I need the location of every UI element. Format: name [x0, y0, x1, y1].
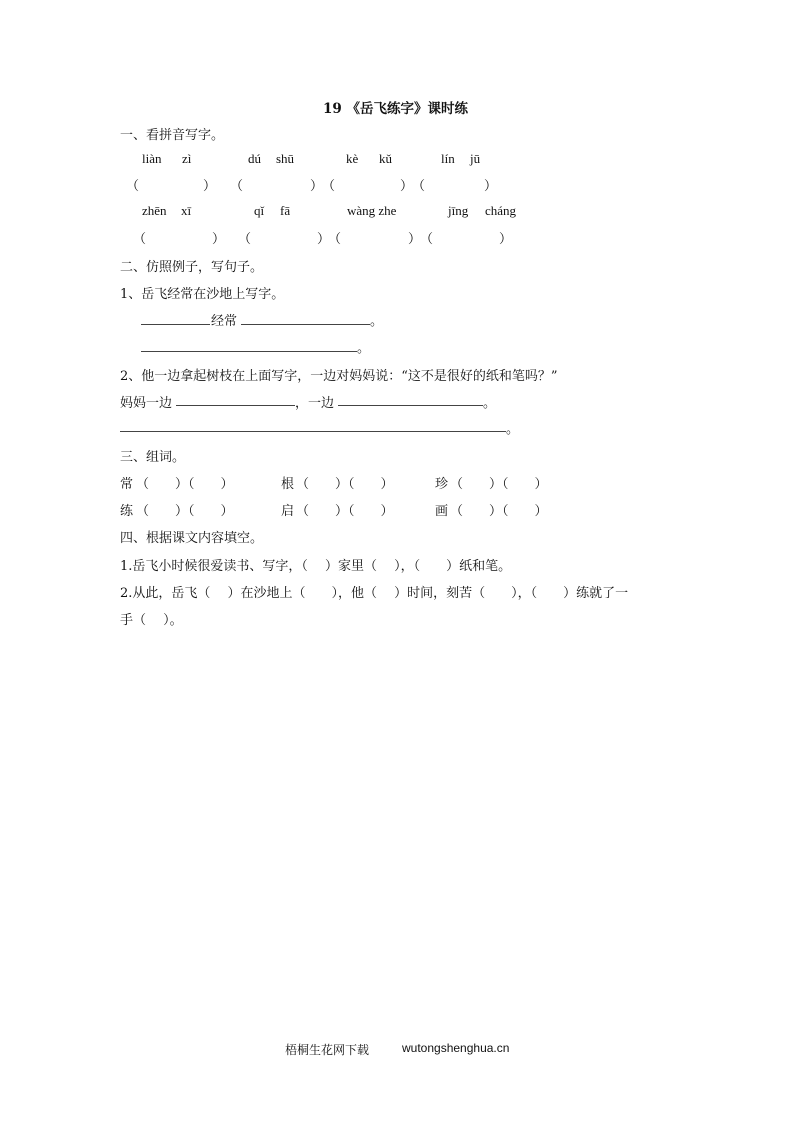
pinyin: liàn	[142, 151, 162, 166]
paren-close: ）	[499, 232, 513, 247]
word-char: 根	[281, 477, 295, 492]
answer-blank[interactable]	[241, 324, 370, 325]
pinyin: kè	[346, 151, 359, 166]
sentence-start: 妈妈一边	[120, 396, 173, 411]
word-char: 启	[281, 504, 295, 519]
word-char: 珍	[435, 477, 449, 492]
paren-open: （	[133, 232, 147, 247]
pinyin: fā	[280, 203, 291, 218]
pinyin: qǐ	[254, 203, 265, 218]
answer-blank[interactable]	[338, 405, 483, 406]
section-3-heading: 三、组词。	[120, 450, 186, 465]
period: 。	[357, 341, 371, 356]
paren-open: （	[322, 179, 336, 194]
word-char: 练	[120, 504, 134, 519]
paren-open: （	[230, 179, 244, 194]
answer-parens[interactable]: （ ）（ ）	[296, 504, 394, 519]
paren-close: ）	[203, 179, 217, 194]
pinyin: zì	[182, 151, 192, 166]
word-char: 画	[435, 504, 449, 519]
question-4-2-line-2: 手（ ）。	[120, 613, 183, 628]
page-title: 19 《岳飞练字》课时练	[323, 101, 468, 117]
paren-close: ）	[212, 232, 226, 247]
paren-open: （	[328, 232, 342, 247]
paren-open: （	[126, 179, 140, 194]
paren-close: ）	[400, 179, 414, 194]
paren-close: ）	[317, 232, 331, 247]
paren-close: ）	[484, 179, 498, 194]
pinyin: dú	[248, 151, 261, 166]
pinyin: lín	[441, 151, 455, 166]
pinyin: xī	[181, 203, 192, 218]
period: 。	[506, 422, 520, 437]
paren-open: （	[420, 232, 434, 247]
answer-parens[interactable]: （ ）（ ）	[450, 504, 548, 519]
pinyin: zhēn	[142, 203, 167, 218]
answer-blank[interactable]	[141, 351, 357, 352]
answer-parens[interactable]: （ ）（ ）	[136, 504, 234, 519]
question-2-2: 2、他一边拿起树枝在上面写字，一边对妈妈说：“这不是很好的纸和笔吗？”	[120, 369, 558, 384]
question-4-1: 1.岳飞小时候很爱读书、写字，（ ）家里（ ），（ ）纸和笔。	[120, 559, 512, 574]
paren-open: （	[412, 179, 426, 194]
question-2-1: 1、岳飞经常在沙地上写字。	[120, 287, 285, 302]
word-char: 常	[120, 477, 134, 492]
answer-blank[interactable]	[141, 324, 210, 325]
question-4-2-line-1: 2.从此，岳飞（ ）在沙地上（ ），他（ ）时间，刻苦（ ），（ ）练就了一	[120, 586, 629, 601]
period: 。	[483, 396, 497, 411]
pinyin: wàng zhe	[347, 203, 397, 218]
paren-close: ）	[310, 179, 324, 194]
pinyin: jū	[470, 151, 481, 166]
paren-open: （	[238, 232, 252, 247]
section-1-heading: 一、看拼音写字。	[120, 128, 225, 143]
pinyin: shū	[276, 151, 295, 166]
section-4-heading: 四、根据课文内容填空。	[120, 531, 264, 546]
footer-site-name: 梧桐生花网下载	[285, 1043, 370, 1057]
answer-parens[interactable]: （ ）（ ）	[450, 477, 548, 492]
answer-blank[interactable]	[176, 405, 295, 406]
footer-url[interactable]: wutongshenghua.cn	[402, 1041, 510, 1055]
pinyin: cháng	[485, 203, 517, 218]
example-word: 经常	[211, 314, 238, 329]
answer-parens[interactable]: （ ）（ ）	[136, 477, 234, 492]
paren-close: ）	[408, 232, 422, 247]
section-2-heading: 二、仿照例子，写句子。	[120, 260, 264, 275]
pinyin: jīng	[448, 203, 469, 218]
pinyin: kǔ	[379, 151, 392, 166]
sentence-mid: ，一边	[295, 396, 335, 411]
period: 。	[370, 314, 384, 329]
answer-parens[interactable]: （ ）（ ）	[296, 477, 394, 492]
answer-blank[interactable]	[120, 431, 506, 432]
